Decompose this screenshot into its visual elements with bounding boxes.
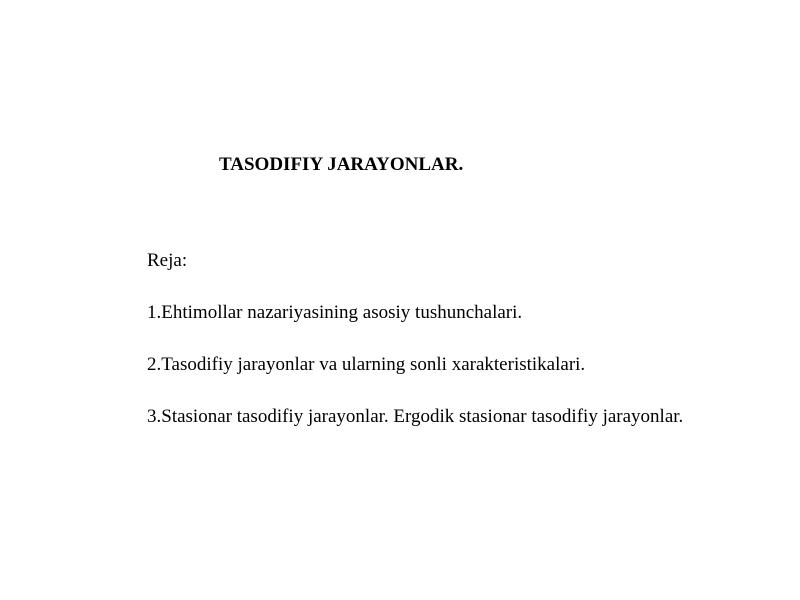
plan-item-2: 2.Tasodifiy jarayonlar va ularning sonli xarakteristikalari. [147,354,586,375]
document-title: TASODIFIY JARAYONLAR. [219,154,464,175]
plan-label: Reja: [147,250,188,271]
plan-item-1: 1.Ehtimollar nazariyasining asosiy tushunchalari. [147,302,523,323]
plan-item-3: 3.Stasionar tasodifiy jarayonlar. Ergodik stasionar tasodifiy jarayonlar. [147,406,684,427]
